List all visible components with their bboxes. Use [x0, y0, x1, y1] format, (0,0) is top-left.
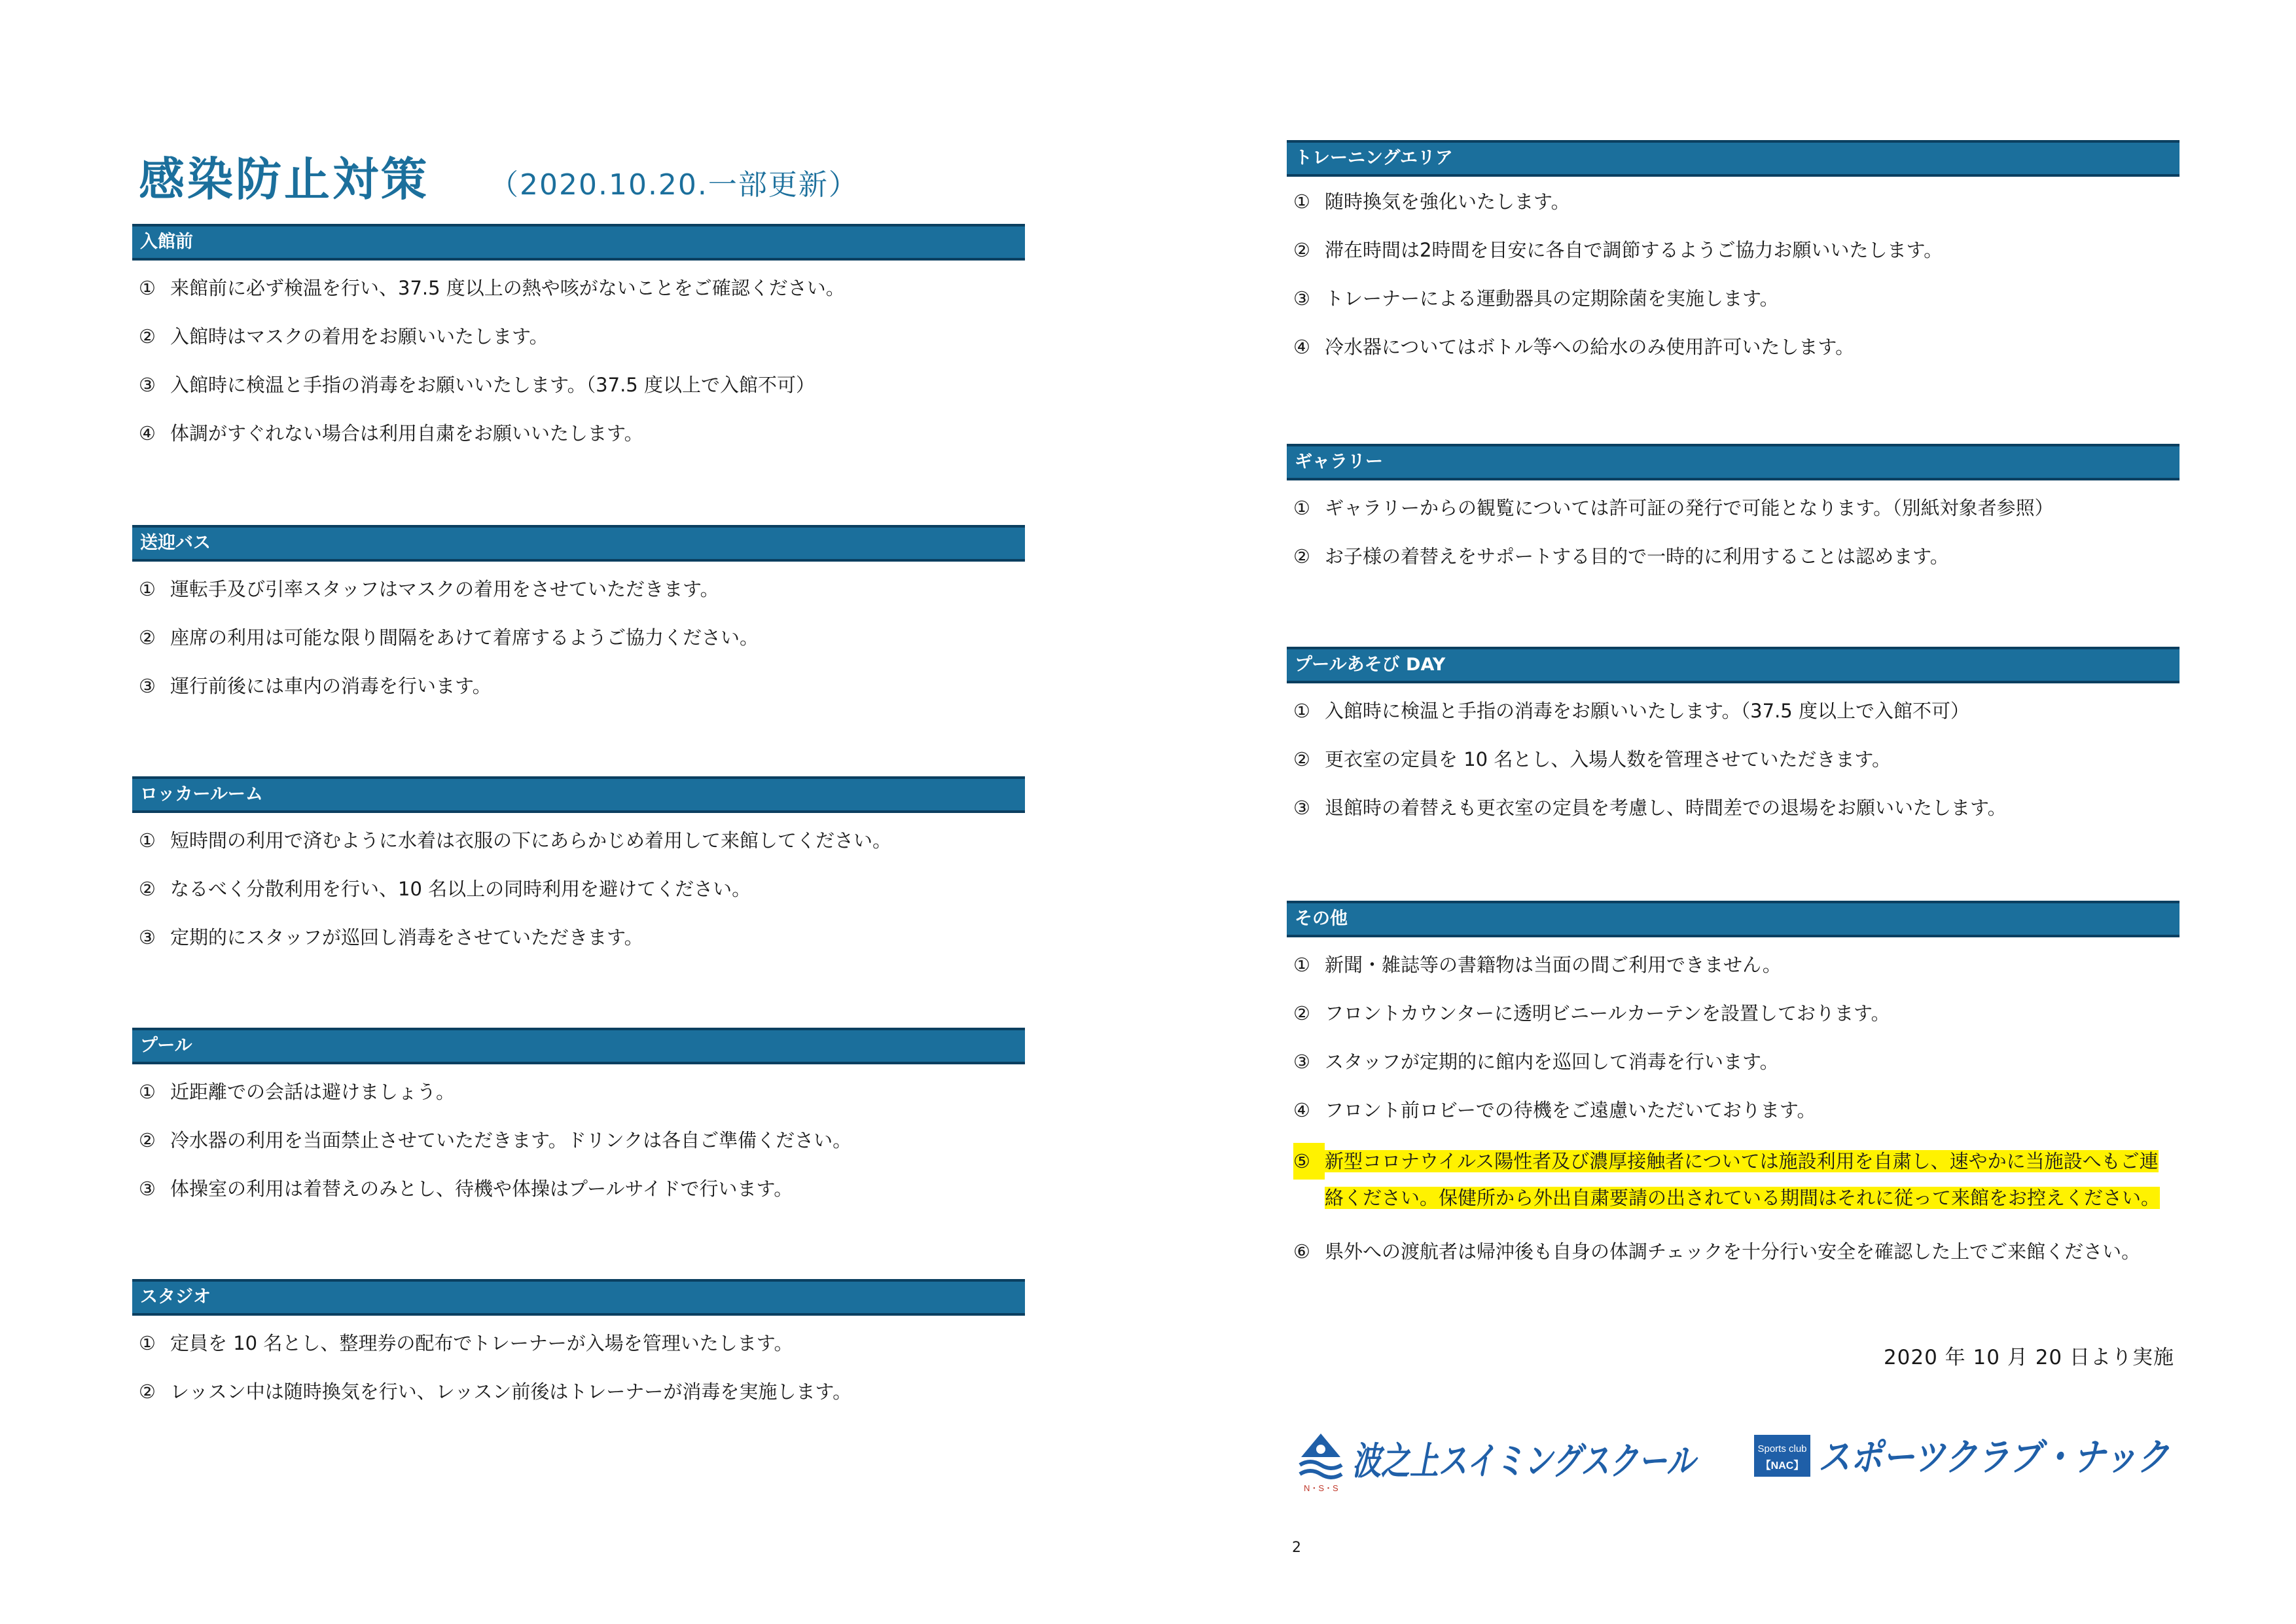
list-item: ① ギャラリーからの観覧については許可証の発行で可能となります。（別紙対象者参照） — [1293, 497, 2054, 519]
list-item: ⑥ 県外への渡航者は帰沖後も自身の体調チェックを十分行い安全を確認した上でご来館ください。 — [1293, 1240, 2141, 1263]
list-item: ③ 入館時に検温と手指の消毒をお願いいたします。（37.5 度以上で入館不可） — [139, 374, 815, 396]
list-item: ② フロントカウンターに透明ビニールカーテンを設置しております。 — [1293, 1002, 1890, 1024]
nac-badge-bottom: 【NAC】 — [1760, 1460, 1804, 1471]
list-item: ① 来館前に必ず検温を行い、37.5 度以上の熱や咳がないことをご確認ください。 — [139, 277, 845, 299]
list-item: ② 滞在時間は2時間を目安に各自で調節するようご協力お願いいたします。 — [1293, 239, 1943, 261]
section-header: トレーニングエリア — [1287, 140, 2179, 177]
list-item: ① 運転手及び引率スタッフはマスクの着用をさせていただきます。 — [139, 578, 719, 600]
section-header: プール — [132, 1028, 1025, 1064]
section-header: 入館前 — [132, 224, 1025, 261]
list-item: ① 随時換気を強化いたします。 — [1293, 190, 1570, 213]
section-gallery — [1287, 444, 2179, 572]
list-item: ① 近距離での会話は避けましょう。 — [139, 1081, 456, 1103]
swimming-school-logo — [1297, 1426, 1703, 1498]
list-item: ③ 定期的にスタッフが巡回し消毒をさせていただきます。 — [139, 926, 643, 948]
list-item: ② 座席の利用は可能な限り間隔をあけて着席するようご協力ください。 — [139, 626, 759, 649]
section-header: 送迎バス — [132, 525, 1025, 562]
section-studio — [132, 1279, 1025, 1407]
list-item: ② なるべく分散利用を行い、10 名以上の同時利用を避けてください。 — [139, 878, 751, 900]
sports-club-name: スポーツクラブ・ナック — [1818, 1435, 2170, 1479]
swimming-school-name: 波之上スイミングスクール — [1352, 1439, 1698, 1483]
section-entry — [132, 224, 1025, 449]
list-item: ② 入館時はマスクの着用をお願いいたします。 — [139, 325, 548, 348]
page-title: 感染防止対策 — [139, 153, 429, 206]
section-header: その他 — [1287, 901, 2179, 937]
list-item: ③ 退館時の着替えも更衣室の定員を考慮し、時間差での退場をお願いいたします。 — [1293, 797, 2007, 819]
section-header: プールあそび DAY — [1287, 647, 2179, 683]
list-item: ② 更衣室の定員を 10 名とし、入場人数を管理させていただきます。 — [1293, 748, 1892, 770]
list-item: ① 新聞・雑誌等の書籍物は当面の間ご利用できません。 — [1293, 954, 1782, 976]
page-number: 2 — [1292, 1540, 1301, 1556]
list-item: ④ フロント前ロビーでの待機をご遠慮いただいております。 — [1293, 1099, 1816, 1121]
section-pooldays — [1287, 647, 2179, 823]
list-item: ② お子様の着替えをサポートする目的で一時的に利用することは認めます。 — [1293, 545, 1949, 568]
nac-badge-top: Sports club — [1757, 1443, 1807, 1454]
list-item: ① 入館時に検温と手指の消毒をお願いいたします。（37.5 度以上で入館不可） — [1293, 700, 1969, 722]
list-item: ③ トレーナーによる運動器具の定期除菌を実施します。 — [1293, 287, 1779, 310]
list-item: ③ 運行前後には車内の消毒を行います。 — [139, 675, 492, 697]
section-other — [1287, 901, 2179, 1270]
list-item: ② 冷水器の利用を当面禁止させていただきます。ドリンクは各自ご準備ください。 — [139, 1129, 852, 1151]
section-bus — [132, 525, 1025, 702]
section-training — [1287, 140, 2179, 363]
list-item: ① 短時間の利用で済むように水着は衣服の下にあらかじめ着用して来館してください。 — [139, 829, 892, 852]
list-item: ② レッスン中は随時換気を行い、レッスン前後はトレーナーが消毒を実施します。 — [139, 1380, 852, 1403]
section-header: ロッカールーム — [132, 776, 1025, 813]
section-header: ギャラリー — [1287, 444, 2179, 480]
list-item: ④ 体調がすぐれない場合は利用自粛をお願いいたします。 — [139, 422, 643, 444]
section-pool — [132, 1028, 1025, 1204]
section-header: スタジオ — [132, 1279, 1025, 1316]
section-locker — [132, 776, 1025, 953]
sports-club-logo — [1754, 1431, 2173, 1490]
swimming-school-mark: N・S・S — [1304, 1483, 1338, 1493]
list-item: ① 定員を 10 名とし、整理券の配布でトレーナーが入場を管理いたします。 — [139, 1332, 793, 1354]
effective-date: 2020 年 10 月 20 日より実施 — [1883, 1346, 2174, 1369]
list-item: ④ 冷水器についてはボトル等への給水のみ使用許可いたします。 — [1293, 336, 1855, 358]
page-subtitle: （2020.10.20.一部更新） — [490, 168, 859, 202]
swimmer-wave-icon — [1300, 1434, 1342, 1477]
list-item: ③ スタッフが定期的に館内を巡回して消毒を行います。 — [1293, 1051, 1779, 1073]
list-item-highlighted: ⑤ 新型コロナウイルス陽性者及び濃厚接触者については施設利用を自粛し、速やかに当施設へもご連絡ください。保健所から外出自粛要請の出されている期間はそれに従って来館をお控えください。 — [1287, 1143, 2177, 1216]
list-item: ③ 体操室の利用は着替えのみとし、待機や体操はプールサイドで行います。 — [139, 1178, 793, 1200]
